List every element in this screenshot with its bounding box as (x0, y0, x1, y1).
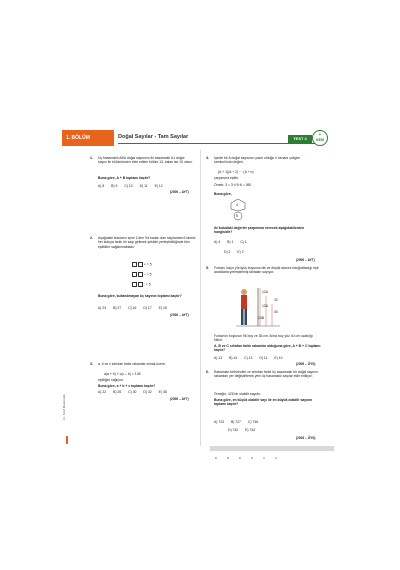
equation: a(a + b) + c(c – b) = 145 (104, 372, 141, 376)
option[interactable]: C) 10 (124, 184, 133, 188)
figure-label: 12A (262, 304, 269, 308)
polygon-figure (228, 198, 248, 222)
option[interactable]: A) 13 (214, 356, 223, 360)
option[interactable]: C) 736 (247, 420, 259, 424)
option[interactable]: A) 8 (98, 184, 105, 188)
question-source: (2003 – ÖYS) (296, 436, 316, 440)
option[interactable]: B) 9 (111, 184, 118, 188)
option[interactable]: E) 15 (158, 306, 167, 310)
equation (132, 272, 152, 277)
equation-text: : = 5 (143, 282, 151, 287)
side-accent-bar (66, 436, 68, 444)
question-text: a, b ve c sıfırdan farklı rakamlar olmak üzere, (98, 362, 166, 366)
person-body (241, 295, 247, 309)
option[interactable]: D) 742 (228, 428, 239, 432)
option[interactable]: E) 10 (274, 356, 283, 360)
option[interactable]: A) 23 (98, 306, 107, 310)
answer-options (98, 184, 169, 188)
equation (132, 282, 151, 287)
section-label: 1. BÖLÜM (62, 130, 114, 146)
equation (132, 262, 152, 267)
question-text: Üç basamaklı ABA doğal sayısının iki basamaklı A1 doğal sayısı ile bölümünden elde edilen bölüm 13, kalan ise 10 olsun. (98, 156, 193, 165)
option[interactable]: D) 32 (143, 390, 152, 394)
question-ask: A, B ve C sıfırdan farklı rakamlar olduğuna göre, A + B + C toplamı kaçtır? (214, 344, 321, 353)
question-number: 2. (90, 236, 93, 240)
question-source: (2000 – AYT) (170, 313, 189, 317)
question-text: eşitliğini sağlıyor. (98, 378, 124, 382)
publisher-badge (312, 130, 328, 146)
answer-key-letter: A (274, 456, 277, 460)
section-title: Doğal Sayılar - Tam Sayılar (118, 134, 189, 140)
question-source: (2000 – AYT) (296, 258, 315, 262)
figure-label: 30 (274, 310, 278, 314)
figure-label: 42 (274, 298, 278, 302)
side-page-label: 11. Sınıf Matematik (62, 394, 66, 420)
question-text: Furkan, bayır yürüyüş boyunca dik ve düşük alanını fotoğrafladığı eşit aralıklarla yerleştirilmiş tahtaları sayıyor. (214, 266, 319, 275)
question-source: (2000 – AYT) (170, 190, 189, 194)
question-text: Rakamları birbirinden ve sıfırdan farklı üç basamaklı bir doğal sayının rakamları yer değiştirilerek yeni üç basamaklı sayılar elde ediliyor. (214, 370, 319, 379)
number-box (138, 262, 143, 267)
figure-label: 13B (258, 316, 265, 320)
question-source: (2005 – ÖYS) (296, 362, 316, 366)
badge-text: KEM (316, 138, 324, 142)
answer-options (224, 250, 250, 254)
question-text: çarpımına eşittir. (214, 176, 239, 180)
option[interactable]: C) 13 (244, 356, 253, 360)
option[interactable]: B) 27 (113, 306, 122, 310)
person-leg (241, 309, 244, 325)
number-box (132, 262, 137, 267)
question-ask: Buna göre, A + B toplamı kaçtır? (98, 176, 151, 180)
column-divider (200, 150, 201, 446)
option[interactable]: E) 36 (158, 390, 167, 394)
option[interactable]: E) 743 (245, 428, 256, 432)
figure-label: 4 (236, 203, 238, 207)
figure-label: 5 (236, 214, 238, 218)
header-underline (118, 143, 318, 144)
person-head (241, 289, 247, 295)
equation-text: + = 5 (143, 262, 152, 267)
question-text: İçinde bir A doğal sayısının yazılı olduğu n kenarlı çokgen sembolünün değeri, (214, 156, 301, 165)
answer-key-letter: D (214, 456, 218, 460)
option[interactable]: C) 16 (128, 306, 137, 310)
formula: (A + 1)(A + 2) ··· (A + n) (218, 170, 254, 174)
test-label: TEST 4 (288, 135, 312, 143)
answer-key-letter: D (250, 456, 254, 460)
option[interactable]: B) 14 (229, 356, 238, 360)
question-text: Aşağıdaki kutuların içine 1'den 9'a kadar olan sayılardan 6 tanesi her kutuya farklı bir sayı gelecek şekilde yerleştirildiğinde tüm eşitlikler sağlanmaktadır. (98, 236, 196, 249)
answer-options (98, 306, 173, 310)
question-text: Furkan'ın boyunun 96 boy ve 36 cm, ikinci boy yüz 40 cm uzaklığı bilinir. (214, 334, 313, 343)
figure-label: 12A (262, 290, 269, 294)
hexagon-shape (231, 199, 245, 211)
number-box (132, 282, 137, 287)
question-ask: iki kutudaki değerler çarpımına verecek aşağıdakilerden hangisidir? (214, 226, 305, 235)
question-ask: Buna göre, en küçük olabilir sayı ile en büyük olabilir sayının toplamı kaçtır? (214, 398, 313, 407)
question-number: 1. (90, 156, 93, 160)
answer-options (228, 428, 261, 432)
option[interactable]: E) 12 (154, 184, 163, 188)
answer-key-letter: A (262, 456, 265, 460)
question-number: 6. (206, 370, 209, 374)
answer-key-letter: D (238, 456, 242, 460)
number-box (132, 272, 137, 277)
question-ask: Buna göre, (214, 192, 232, 196)
number-box (138, 272, 143, 277)
question-ask: Buna göre, a + b + c toplamı kaçtır? (98, 384, 156, 388)
number-box (138, 282, 143, 287)
option[interactable]: D) 11 (139, 184, 148, 188)
answer-options (98, 390, 173, 394)
question-number: 3. (90, 362, 93, 366)
option[interactable]: C) 30 (128, 390, 137, 394)
option[interactable]: A) 22 (98, 390, 107, 394)
person-leg (245, 309, 248, 325)
question-text: Örneğin, 426 bir olabilir sayıdır. (214, 392, 261, 396)
answer-options (214, 356, 288, 360)
option[interactable]: D) 11 (259, 356, 268, 360)
option[interactable]: C) 1 (240, 240, 247, 244)
section-header (62, 130, 338, 146)
option[interactable]: A) 723 (214, 420, 224, 424)
badge-plus-icon: + (318, 132, 322, 138)
question-number: 4. (206, 156, 209, 160)
option[interactable]: D) 2 (224, 250, 231, 254)
answer-key-letter: B (226, 456, 229, 460)
option[interactable]: B) 727 (230, 420, 241, 424)
question-ask: Buna göre, kullanılmayan üç sayının toplamı kaçtır? (98, 294, 182, 298)
equation-text: – = 5 (143, 272, 152, 277)
option[interactable]: A) 4 (214, 240, 221, 244)
question-source: (2000 – AYT) (170, 397, 189, 401)
example: Örnek: 3 = 3·4·5·6 = 360 (214, 183, 252, 187)
question-number: 5. (206, 266, 209, 270)
option[interactable]: E) 2 (237, 250, 244, 254)
answer-options (214, 420, 264, 424)
option[interactable]: D) 17 (143, 306, 152, 310)
answer-key-strip (210, 446, 334, 460)
answer-options (214, 240, 253, 244)
option[interactable]: B) 26 (113, 390, 122, 394)
option[interactable]: B) 1 (227, 240, 234, 244)
